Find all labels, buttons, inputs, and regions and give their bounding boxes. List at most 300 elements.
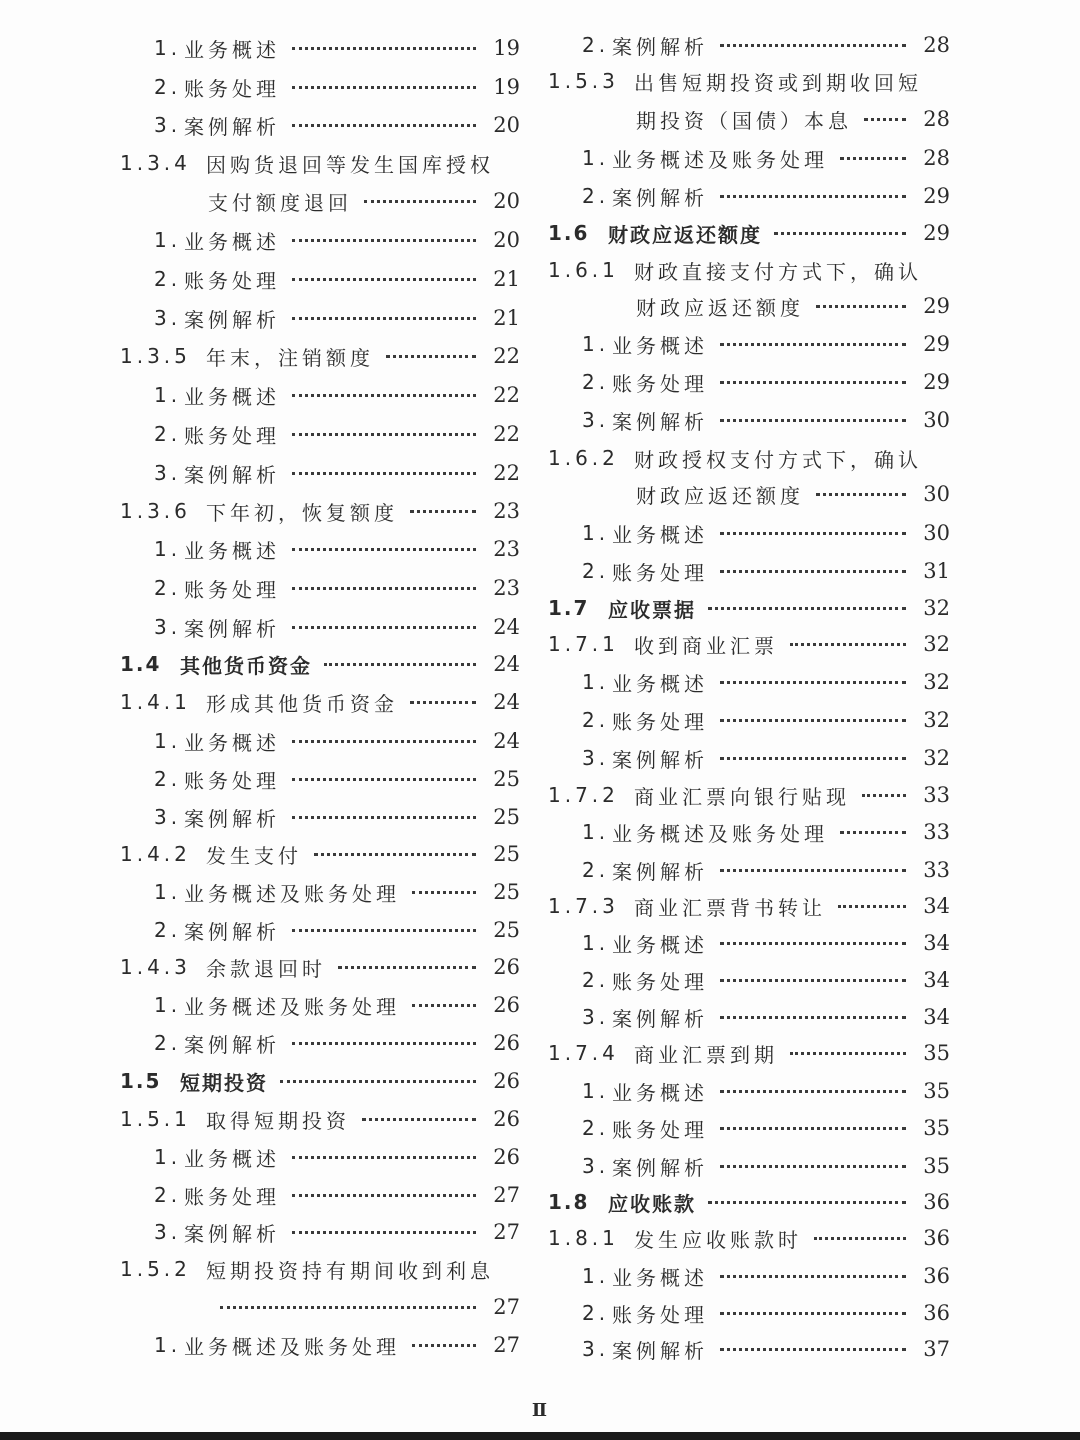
toc-entry[interactable] — [120, 1327, 520, 1363]
entry-page: 23 — [493, 576, 520, 600]
entry-page: 30 — [923, 521, 950, 545]
toc-entry-section[interactable] — [120, 646, 520, 682]
dot-leader — [708, 1201, 906, 1204]
entry-number: 3. — [154, 1220, 182, 1244]
entry-title: 账务处理 — [612, 969, 708, 994]
dot-leader — [292, 816, 476, 819]
entry-number: 1.3.6 — [120, 499, 191, 523]
entry-number: 1.5 — [120, 1069, 162, 1093]
dot-leader — [720, 1127, 906, 1130]
toc-entry[interactable] — [120, 912, 520, 948]
entry-number: 1. — [154, 228, 182, 252]
dot-leader — [292, 86, 476, 89]
dot-leader — [292, 239, 476, 242]
entry-number: 3. — [154, 306, 182, 330]
entry-page: 34 — [923, 1005, 950, 1029]
entry-title: 案例解析 — [184, 806, 280, 831]
toc-entry-continuation[interactable] — [548, 288, 950, 324]
toc-entry[interactable] — [548, 27, 950, 63]
entry-page: 28 — [923, 146, 950, 170]
entry-page: 26 — [493, 1107, 520, 1131]
dot-leader — [720, 681, 906, 684]
toc-entry[interactable] — [120, 338, 520, 374]
dot-leader — [412, 891, 476, 894]
entry-page: 32 — [923, 596, 950, 620]
entry-title: 账务处理 — [184, 76, 280, 101]
toc-entry[interactable] — [548, 1331, 950, 1367]
toc-entry[interactable] — [548, 1220, 950, 1256]
entry-title: 案例解析 — [612, 409, 708, 434]
entry-title: 收到商业汇票 — [634, 633, 778, 658]
dot-leader — [840, 831, 906, 834]
dot-leader — [292, 317, 476, 320]
dot-leader — [292, 929, 476, 932]
toc-entry[interactable] — [120, 493, 520, 529]
toc-entry[interactable] — [548, 364, 950, 400]
toc-entry-section[interactable] — [548, 215, 950, 251]
entry-page: 29 — [923, 332, 950, 356]
toc-entry[interactable] — [120, 531, 520, 567]
entry-title: 业务概述 — [184, 229, 280, 254]
toc-entry[interactable] — [548, 740, 950, 776]
entry-title: 案例解析 — [184, 307, 280, 332]
entry-title: 账务处理 — [612, 1117, 708, 1142]
entry-number: 1.7.1 — [548, 632, 619, 656]
dot-leader — [292, 1231, 476, 1234]
toc-entry[interactable] — [548, 664, 950, 700]
entry-title: 财政直接支付方式下，确认 — [634, 259, 922, 284]
entry-title: 财政应返还额度 — [608, 222, 762, 247]
entry-page: 22 — [493, 344, 520, 368]
entry-page: 26 — [493, 1031, 520, 1055]
entry-title: 商业汇票向银行贴现 — [634, 784, 850, 809]
entry-page: 25 — [493, 880, 520, 904]
toc-entry[interactable] — [120, 836, 520, 872]
entry-number: 2. — [582, 1116, 610, 1140]
entry-page: 22 — [493, 383, 520, 407]
dot-leader — [720, 757, 906, 760]
toc-entry[interactable] — [120, 69, 520, 105]
dot-leader — [220, 1306, 476, 1309]
entry-number: 1. — [582, 332, 610, 356]
entry-page: 31 — [923, 559, 950, 583]
entry-title: 案例解析 — [612, 859, 708, 884]
entry-page: 22 — [493, 461, 520, 485]
entry-title: 账务处理 — [612, 709, 708, 734]
entry-number: 1. — [154, 880, 182, 904]
bottom-border — [0, 1432, 1080, 1440]
toc-entry[interactable] — [548, 553, 950, 589]
entry-title: 财政授权支付方式下，确认 — [634, 447, 922, 472]
toc-entry[interactable] — [548, 140, 950, 176]
entry-page: 35 — [923, 1079, 950, 1103]
entry-title: 应收账款 — [608, 1191, 696, 1216]
toc-entry-section[interactable] — [548, 1184, 950, 1220]
entry-page: 24 — [493, 615, 520, 639]
entry-title: 账务处理 — [184, 768, 280, 793]
entry-number: 2. — [582, 370, 610, 394]
entry-title: 案例解析 — [184, 616, 280, 641]
entry-title: 商业汇票到期 — [634, 1042, 778, 1067]
entry-title: 年末，注销额度 — [206, 345, 374, 370]
dot-leader — [292, 394, 476, 397]
dot-leader — [814, 1237, 906, 1240]
entry-title: 账务处理 — [184, 577, 280, 602]
entry-number: 1.4 — [120, 652, 162, 676]
dot-leader — [720, 979, 906, 982]
dot-leader — [720, 1016, 906, 1019]
toc-entry[interactable] — [548, 440, 950, 476]
entry-page: 27 — [493, 1220, 520, 1244]
entry-number: 1.4.1 — [120, 690, 191, 714]
entry-title: 短期投资 — [180, 1070, 268, 1095]
toc-entry[interactable] — [120, 987, 520, 1023]
dot-leader — [412, 1344, 476, 1347]
dot-leader — [410, 510, 476, 513]
entry-page: 36 — [923, 1190, 950, 1214]
toc-entry[interactable] — [120, 455, 520, 491]
entry-page: 23 — [493, 537, 520, 561]
entry-title: 期投资（国债）本息 — [636, 108, 852, 133]
toc-entry[interactable] — [120, 1214, 520, 1250]
entry-title: 业务概述 — [184, 538, 280, 563]
entry-title: 案例解析 — [612, 185, 708, 210]
toc-entry[interactable] — [548, 999, 950, 1035]
entry-title: 业务概述 — [612, 671, 708, 696]
dot-leader — [292, 278, 476, 281]
dot-leader — [292, 740, 476, 743]
entry-page: 32 — [923, 670, 950, 694]
dot-leader — [292, 433, 476, 436]
toc-entry[interactable] — [120, 874, 520, 910]
entry-page: 24 — [493, 690, 520, 714]
entry-number: 1. — [582, 521, 610, 545]
entry-title: 业务概述及账务处理 — [184, 994, 400, 1019]
entry-title: 应收票据 — [608, 597, 696, 622]
dot-leader — [292, 1042, 476, 1045]
entry-number: 1.6.1 — [548, 258, 619, 282]
entry-page: 25 — [493, 918, 520, 942]
dot-leader — [292, 472, 476, 475]
entry-number: 3. — [154, 461, 182, 485]
toc-entry-section[interactable] — [548, 590, 950, 626]
entry-page: 27 — [493, 1295, 520, 1319]
entry-title: 业务概述 — [184, 730, 280, 755]
entry-title: 案例解析 — [612, 1006, 708, 1031]
entry-number: 1. — [154, 36, 182, 60]
entry-page: 26 — [493, 1069, 520, 1093]
entry-number: 1. — [582, 931, 610, 955]
dot-leader — [720, 942, 906, 945]
dot-leader — [292, 587, 476, 590]
entry-title: 其他货币资金 — [180, 653, 312, 678]
toc-entry[interactable] — [548, 852, 950, 888]
entry-number: 1. — [154, 1145, 182, 1169]
toc-entry[interactable] — [548, 326, 950, 362]
entry-page: 20 — [493, 228, 520, 252]
entry-number: 2. — [154, 1183, 182, 1207]
entry-page: 27 — [493, 1333, 520, 1357]
entry-number: 2. — [582, 968, 610, 992]
dot-leader — [412, 1004, 476, 1007]
toc-entry[interactable] — [120, 1139, 520, 1175]
entry-page: 26 — [493, 955, 520, 979]
entry-number: 2. — [582, 184, 610, 208]
entry-title: 案例解析 — [612, 1155, 708, 1180]
entry-title: 案例解析 — [184, 462, 280, 487]
entry-number: 1. — [582, 820, 610, 844]
dot-leader — [292, 1156, 476, 1159]
entry-page: 19 — [493, 75, 520, 99]
entry-title: 发生支付 — [206, 843, 302, 868]
entry-number: 1.7.2 — [548, 783, 619, 807]
entry-number: 1.6 — [548, 221, 590, 245]
entry-title: 案例解析 — [612, 34, 708, 59]
entry-title: 取得短期投资 — [206, 1108, 350, 1133]
toc-entry[interactable] — [548, 1110, 950, 1146]
toc-entry[interactable] — [548, 888, 950, 924]
toc-entry[interactable] — [120, 684, 520, 720]
toc-entry[interactable] — [120, 261, 520, 297]
entry-page: 29 — [923, 184, 950, 208]
entry-page: 26 — [493, 1145, 520, 1169]
entry-number: 2. — [582, 559, 610, 583]
dot-leader — [292, 548, 476, 551]
entry-title: 发生应收账款时 — [634, 1227, 802, 1252]
entry-title: 下年初，恢复额度 — [206, 500, 398, 525]
entry-title: 业务概述 — [612, 1080, 708, 1105]
entry-number: 1.7.3 — [548, 894, 619, 918]
toc-entry[interactable] — [120, 377, 520, 413]
entry-title: 案例解析 — [184, 1032, 280, 1057]
dot-leader — [364, 200, 476, 203]
entry-number: 1.7 — [548, 596, 590, 620]
entry-number: 3. — [582, 1005, 610, 1029]
entry-title: 支付额度退回 — [208, 190, 352, 215]
toc-entry[interactable] — [548, 63, 950, 99]
toc-entry[interactable] — [120, 107, 520, 143]
entry-title: 业务概述 — [612, 932, 708, 957]
toc-entry[interactable] — [548, 515, 950, 551]
entry-page: 19 — [493, 36, 520, 60]
toc-entry[interactable] — [120, 761, 520, 797]
entry-page: 37 — [923, 1337, 950, 1361]
dot-leader — [314, 853, 476, 856]
entry-title: 案例解析 — [184, 919, 280, 944]
entry-number: 3. — [154, 113, 182, 137]
entry-page: 33 — [923, 783, 950, 807]
entry-number: 1. — [582, 1264, 610, 1288]
toc-entry[interactable] — [120, 1101, 520, 1137]
entry-page: 24 — [493, 729, 520, 753]
dot-leader — [790, 1052, 906, 1055]
entry-page: 35 — [923, 1041, 950, 1065]
toc-entry[interactable] — [548, 178, 950, 214]
toc-entry[interactable] — [548, 252, 950, 288]
dot-leader — [708, 607, 906, 610]
dot-leader — [720, 419, 906, 422]
dot-leader — [840, 157, 906, 160]
dot-leader — [816, 493, 906, 496]
entry-page: 28 — [923, 33, 950, 57]
entry-title: 形成其他货币资金 — [206, 691, 398, 716]
dot-leader — [720, 869, 906, 872]
entry-number: 2. — [582, 858, 610, 882]
toc-entry[interactable] — [120, 723, 520, 759]
entry-title: 业务概述及账务处理 — [612, 147, 828, 172]
dot-leader — [720, 195, 906, 198]
entry-number: 1.8 — [548, 1190, 590, 1214]
entry-page: 29 — [923, 370, 950, 394]
entry-page: 26 — [493, 993, 520, 1017]
dot-leader — [362, 1118, 476, 1121]
entry-number: 1. — [582, 146, 610, 170]
entry-number: 2. — [582, 708, 610, 732]
entry-number: 1.5.2 — [120, 1257, 191, 1281]
entry-number: 1. — [154, 993, 182, 1017]
dot-leader — [292, 124, 476, 127]
toc-entry[interactable] — [548, 1148, 950, 1184]
toc-entry[interactable] — [548, 1258, 950, 1294]
entry-title: 账务处理 — [184, 423, 280, 448]
entry-number: 1. — [582, 670, 610, 694]
entry-page: 36 — [923, 1264, 950, 1288]
entry-number: 1.6.2 — [548, 446, 619, 470]
entry-page: 36 — [923, 1301, 950, 1325]
entry-page: 20 — [493, 189, 520, 213]
dot-leader — [790, 643, 906, 646]
toc-entry[interactable] — [120, 300, 520, 336]
toc-entry[interactable] — [120, 1025, 520, 1061]
entry-title: 财政应返还额度 — [636, 295, 804, 320]
entry-page: 20 — [493, 113, 520, 137]
dot-leader — [292, 1194, 476, 1197]
toc-entry-section[interactable] — [120, 1063, 520, 1099]
entry-title: 案例解析 — [184, 1221, 280, 1246]
toc-entry[interactable] — [120, 949, 520, 985]
entry-number: 3. — [582, 1154, 610, 1178]
entry-page: 25 — [493, 842, 520, 866]
toc-entry[interactable] — [120, 222, 520, 258]
dot-leader — [720, 1165, 906, 1168]
entry-title: 业务概述 — [612, 522, 708, 547]
dot-leader — [280, 1080, 476, 1083]
entry-page: 24 — [493, 652, 520, 676]
entry-number: 1.8.1 — [548, 1226, 619, 1250]
entry-number: 1.4.3 — [120, 955, 191, 979]
entry-title: 业务概述及账务处理 — [612, 821, 828, 846]
entry-title: 案例解析 — [184, 114, 280, 139]
entry-title: 账务处理 — [612, 560, 708, 585]
dot-leader — [720, 1312, 906, 1315]
entry-page: 29 — [923, 294, 950, 318]
entry-number: 1.3.5 — [120, 344, 191, 368]
toc-entry[interactable] — [548, 925, 950, 961]
entry-number: 2. — [582, 1301, 610, 1325]
toc-entry[interactable] — [548, 814, 950, 850]
toc-entry[interactable] — [120, 145, 520, 181]
dot-leader — [386, 355, 476, 358]
toc-entry-continuation[interactable] — [120, 183, 520, 219]
toc-entry[interactable] — [548, 1073, 950, 1109]
entry-title: 案例解析 — [612, 747, 708, 772]
entry-number: 2. — [154, 918, 182, 942]
entry-number: 1. — [154, 537, 182, 561]
toc-entry[interactable] — [548, 1035, 950, 1071]
entry-page: 35 — [923, 1154, 950, 1178]
toc-entry[interactable] — [548, 1295, 950, 1331]
toc-entry[interactable] — [120, 609, 520, 645]
entry-title: 业务概述及账务处理 — [184, 1334, 400, 1359]
toc-entry[interactable] — [120, 416, 520, 452]
entry-number: 2. — [582, 33, 610, 57]
entry-number: 2. — [154, 767, 182, 791]
dot-leader — [720, 1275, 906, 1278]
entry-page: 23 — [493, 499, 520, 523]
dot-leader — [720, 570, 906, 573]
entry-title: 账务处理 — [184, 1184, 280, 1209]
entry-number: 3. — [582, 746, 610, 770]
toc-entry[interactable] — [120, 30, 520, 66]
toc-entry[interactable] — [120, 1177, 520, 1213]
entry-page: 32 — [923, 746, 950, 770]
dot-leader — [838, 905, 906, 908]
entry-title: 财政应返还额度 — [636, 483, 804, 508]
entry-page: 27 — [493, 1183, 520, 1207]
entry-number: 3. — [582, 408, 610, 432]
entry-number: 3. — [154, 615, 182, 639]
toc-entry[interactable] — [548, 702, 950, 738]
toc-entry[interactable] — [548, 962, 950, 998]
dot-leader — [338, 966, 476, 969]
toc-entry[interactable] — [548, 626, 950, 662]
toc-entry[interactable] — [120, 570, 520, 606]
entry-title: 因购货退回等发生国库授权 — [206, 152, 494, 177]
dot-leader — [862, 794, 906, 797]
dot-leader — [720, 1090, 906, 1093]
toc-entry[interactable] — [548, 777, 950, 813]
entry-title: 业务概述 — [184, 384, 280, 409]
entry-number: 1.5.3 — [548, 69, 619, 93]
entry-page: 34 — [923, 894, 950, 918]
dot-leader — [720, 343, 906, 346]
toc-entry-continuation[interactable] — [120, 1289, 520, 1325]
toc-entry[interactable] — [548, 402, 950, 438]
entry-number: 2. — [154, 576, 182, 600]
dot-leader — [720, 44, 906, 47]
entry-page: 29 — [923, 221, 950, 245]
toc-entry[interactable] — [120, 1251, 520, 1287]
dot-leader — [324, 663, 476, 666]
entry-title: 业务概述 — [184, 37, 280, 62]
toc-entry[interactable] — [120, 799, 520, 835]
entry-page: 22 — [493, 422, 520, 446]
entry-number: 1.5.1 — [120, 1107, 191, 1131]
dot-leader — [720, 1348, 906, 1351]
entry-title: 短期投资持有期间收到利息 — [206, 1258, 494, 1283]
entry-title: 账务处理 — [612, 1302, 708, 1327]
entry-number: 3. — [582, 1337, 610, 1361]
dot-leader — [720, 719, 906, 722]
dot-leader — [292, 47, 476, 50]
entry-page: 25 — [493, 805, 520, 829]
entry-number: 1. — [154, 729, 182, 753]
dot-leader — [816, 305, 906, 308]
dot-leader — [720, 381, 906, 384]
toc-entry-continuation[interactable] — [548, 476, 950, 512]
dot-leader — [410, 701, 476, 704]
toc-entry-continuation[interactable] — [548, 101, 950, 137]
